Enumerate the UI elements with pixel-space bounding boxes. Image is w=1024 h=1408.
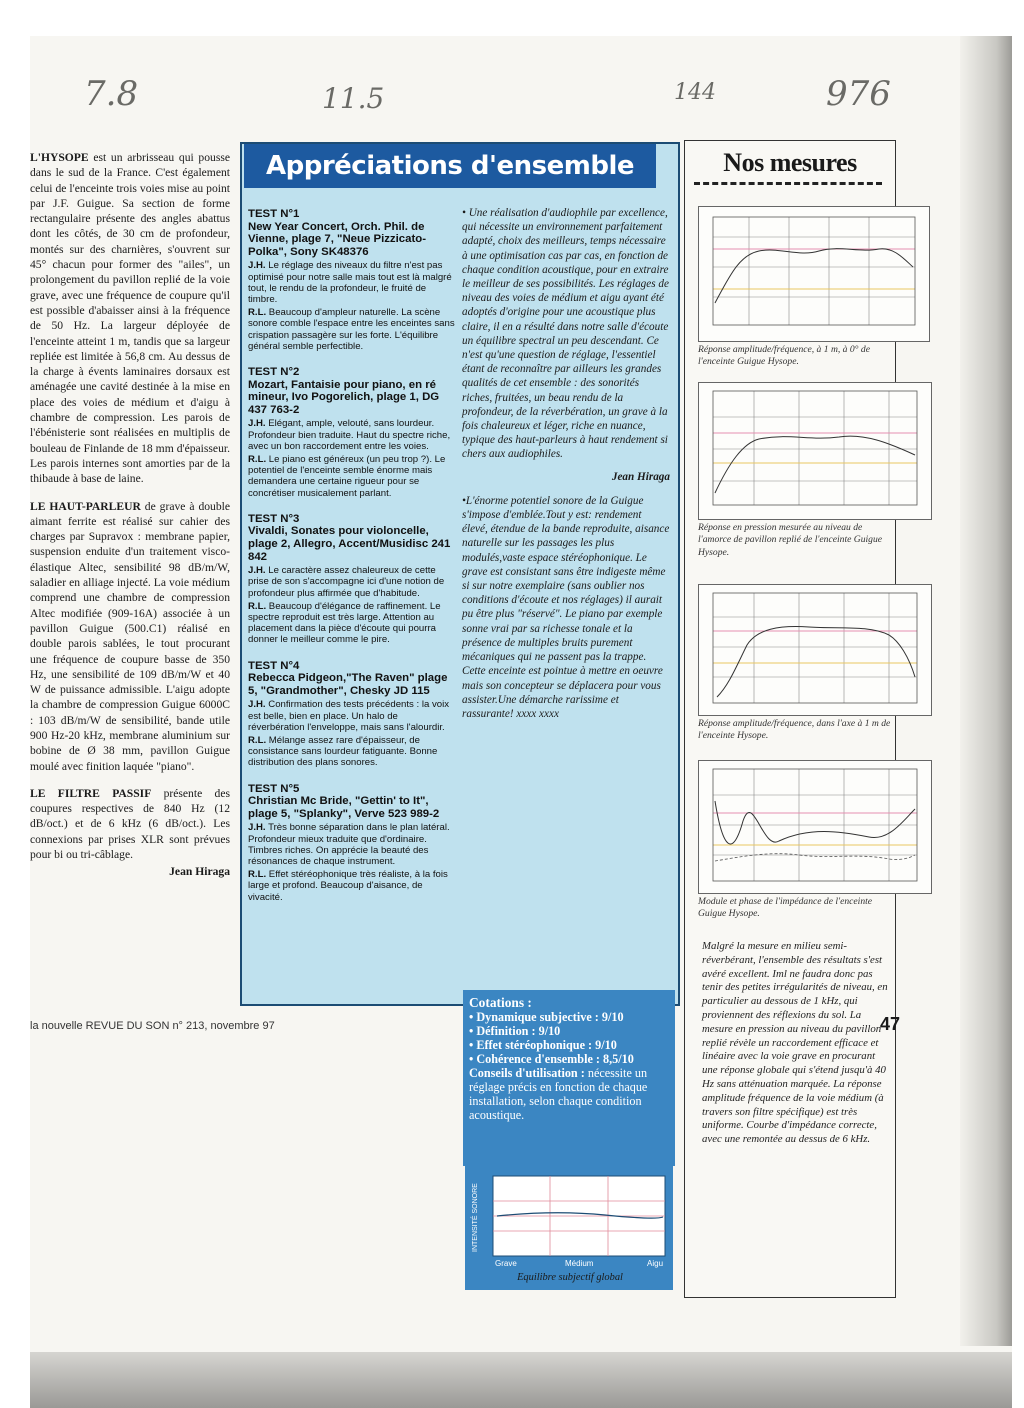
reviewer-initials: R.L. [248, 307, 267, 319]
reviewer-initials: R.L. [248, 734, 267, 746]
page-number: 47 [880, 1014, 901, 1034]
test-recording: Mozart, Fantaisie pour piano, en ré mineur, Ivo Pogorelich, plage 1, DG 437 763-2 [248, 378, 440, 416]
reviewer-initials: J.H. [248, 822, 266, 834]
review-paragraph-1: • Une réalisation d'audiophile par excellence, qui nécessite un environnement parfaitement adapté, choix des meilleurs, temps nécessaire à une optimisation cas par cas, en fonction de chaque condition acoustique, pour en extraire le meilleur de ses possibilités. Les réglages de niveau des voies de médium et aigu ayant été adoptés d'origine pour une acoustique plus claire, il en a résulté dans notre salle d'écoute un équilibre spectral un peu descendant. Ce n'est qu'une question de réglage, l'essentiel étant de reconnaître par ailleurs les grandes qualités de cet ensemble : des sonorités riches, fruitées, un beau rendu de la profondeur, de la réverbération, un grave à la fois chaleureux et léger, riche en nuance, typique des haut-parleurs à haut rendement si chers aux audiophiles. [462, 207, 669, 461]
reviewer-initials: J.H. [248, 699, 266, 711]
test-recording: New Year Concert, Orch. Phil. de Vienne, plage 7, "Neue Pizzicato-Polka", Sony SK48376 [248, 220, 427, 258]
handwritten-note-1: 7.8 [84, 74, 139, 114]
test-comment [248, 601, 456, 646]
lead-haut-parleur: LE HAUT-PARLEUR [30, 499, 141, 513]
measurement-graph-4 [698, 760, 932, 894]
comment-text: Beaucoup d'élégance de raffinement. Le spectre reproduit est très large. Attention au placement dans la pièce d'écoute qui pourra donner le meilleur comme le pire. [248, 600, 441, 646]
footer-publication: la nouvelle REVUE DU SON n° 213, novembre 97 [30, 1020, 275, 1032]
cotation-line: • Dynamique subjective : 9/10 [469, 1010, 624, 1024]
test-comment [248, 822, 456, 867]
test-heading: TEST N°4 [248, 659, 300, 672]
graph-1-svg [699, 207, 929, 341]
test-heading: TEST N°3 [248, 512, 300, 525]
conseils-lead: Conseils d'utilisation : [469, 1066, 585, 1080]
test-heading: TEST N°1 [248, 208, 300, 220]
review-paragraph-2: •L'énorme potentiel sonore de la Guigue s'impose d'emblée.Tout y est: rendement élevé, étendue de la bande reproduite, aisance naturelle sur les passages les plus modulés,vaste espace stéréophonique. Le grave est consistant sans être indigeste même si sur notre exemplaire (sans oublier nos conditions d'écoute et nos réglages) il aurait pu être plus "réservé". Le piano par exemple sonne vrai par sa richesse tonale et la présence de multiples bruits purement mécaniques qui ne passent pas la trappe. Cette enceinte est pointue à mettre en oeuvre mais son concepteur se déplacera pour vous assister.Une démarche rarissime et rassurante! xxxx xxxx [462, 494, 670, 720]
comment-text: Le piano est généreux (un peu trop ?). Le potentiel de l'enceinte semble énorme mais demandera une certaine rigueur pour se concrétiser musicalement parlant. [248, 453, 446, 499]
comment-text: Confirmation des tests précédents : la voix est belle, bien en place. Un halo de réverbération l'enveloppe, mais sans l'alourdir. [248, 699, 450, 733]
cotations-panel [463, 990, 675, 1166]
conseils-text: nécessite un réglage précis en fonction de chaque installation, selon chaque condition acoustique. [469, 1066, 648, 1122]
reviewer-initials: R.L. [248, 869, 267, 881]
reviewer-initials: J.H. [248, 565, 266, 577]
graph-2-caption: Réponse en pression mesurée au niveau de l'amorce de pavillon replié de l'enceinte Guigue Hysope. [698, 522, 883, 558]
reviewer-initials: J.H. [248, 260, 266, 272]
test-recording: Vivaldi, Sonates pour violoncelle, plage 2, Allegro, Accent/Musidisc 241 842 [248, 525, 451, 563]
text-hysope: est un arbrisseau qui pousse dans le sud de la France. C'est également celui de l'enceinte trois voies mise au point par J.F. Guigue. Sa section de forme rectangulaire présente des angles abattus dont les côtés, de 30 cm de profondeur, montés sur des charnières, s'ouvrent sur 45° chacun pour former des "ailes", un prolongement du pavillon replié de la voie grave, avec une fréquence de coupure qu'il est possible d'abaisser ainsi à la fréquence de 50 Hz. La largeur déployée de l'enceinte atteint 1 m, tandis que sa largeur repliée est limitée à 56,8 cm. Au dessus de la charge à évents laminaires dorsaux est aménagée une cavité destinée à la mise en place des voies de médium et d'aigu à chambre de compression. Les parois de l'ébénisterie sont réalisées en multiplis de bouleau de Finlande de 18 mm d'épaisseur. Les parois internes sont amorties par de la thibaude à base de laine. [30, 151, 230, 486]
test-comment [248, 418, 456, 452]
box-title: Appréciations d'ensemble [244, 144, 656, 188]
paragraph-haut-parleur [30, 499, 230, 774]
test-comment [248, 565, 456, 599]
test-heading: TEST N°2 [248, 366, 300, 378]
test-comment [248, 307, 456, 352]
review-column [462, 206, 670, 729]
graph-1-caption: Réponse amplitude/fréquence, à 1 m, à 0° de l'enceinte Guigue Hysope. [698, 344, 870, 368]
comment-text: Le caractère assez chaleureux de cette prise de son s'accompagne ici d'une notion de profondeur plus affirmée que d'habitude. [248, 565, 445, 599]
chart-caption: Equilibre subjectif global [517, 1272, 623, 1283]
test-recording: Rebecca Pidgeon,"The Raven" plage 5, "Grandmother", Chesky JD 115 [248, 672, 448, 697]
test-heading: TEST N°5 [248, 782, 300, 795]
text-filtre: présente des coupures respectives de 840 Hz (12 dB/oct.) et de 6 kHz (6 dB/oct.). Les connexions par prises XLR sont prévues pour bi ou tri-câblage. [30, 786, 230, 862]
mesures-title: Nos mesures [723, 148, 857, 177]
graph-3-svg [699, 585, 931, 715]
text-haut-parleur: de grave à double aimant ferrite est réalisé sur cahier des charges par Supravox : membrane papier, suspension enduite d'un traitement visco-élastique Altec, sensibilité 98 dB/m/W, saladier en alliage injecté. La voie médium comprend une chambre de compression Altec modifiée (909-16A) associée à un pavillon Guigue (500.C1) réalisé en double parois sablées, le tout procurant une fréquence de coupure basse de 350 Hz, une sensibilité de 109 dB/m/W et 40 W de puissance admissible. L'aigu adopte la chambre de compression Guigue 6000C : 103 dB/m/W de sensibilité, bande utile 900 Hz-20 kHz, membrane aluminium sur bobine de Ø 38 mm, pavillon Guigue moulé avec finition laquée "piano". [30, 499, 230, 773]
cotations-title: Cotations : [469, 995, 532, 1010]
graph-4-svg [699, 761, 931, 893]
graph-4-caption: Module et phase de l'impédance de l'enceinte Guigue Hysope. [698, 896, 873, 920]
paragraph-hysope [30, 150, 230, 487]
test-recording: Christian Mc Bride, "Gettin' to It", plage 5, "Splanky", Verve 523 989-2 [248, 795, 440, 820]
test-comment [248, 454, 456, 499]
measurement-graph-3 [698, 584, 932, 716]
conseils [469, 1066, 669, 1122]
test-comment [248, 869, 456, 903]
review-signature: Jean Hiraga [611, 470, 670, 483]
tests-list [248, 208, 456, 903]
cotation-line: • Définition : 9/10 [469, 1024, 561, 1038]
comment-text: Très bonne séparation dans le plan latéral. Profondeur mieux traduite que d'ordinaire. Timbres riches. On apprécie la beauté des résonances de chaque instrument. [248, 822, 450, 867]
comment-text: Effet stéréophonique très réaliste, à la fois large et profond. Beaucoup d'aisance, de vivacité. [248, 869, 448, 903]
lead-filtre: LE FILTRE PASSIF [30, 786, 152, 800]
author-signature: Jean Hiraga [169, 865, 230, 879]
reviewer-initials: R.L. [248, 600, 267, 612]
left-article-column [30, 150, 230, 880]
chart-xlabel-medium: Médium [565, 1259, 594, 1268]
paragraph-filtre [30, 786, 230, 862]
cotation-line: • Cohérence d'ensemble : 8,5/10 [469, 1052, 634, 1066]
comment-text: Mélange assez rare d'épaisseur, de consistance sans lourdeur fatiguante. Bonne distribution des plans sonores. [248, 734, 438, 769]
chart-xlabel-aigu: Aigu [647, 1259, 664, 1268]
chart-ylabel: INTENSITÉ SONORE [472, 1183, 479, 1252]
handwritten-note-3: 144 [674, 80, 716, 105]
cotation-line: • Effet stéréophonique : 9/10 [469, 1038, 617, 1052]
dashed-rule [694, 182, 882, 185]
handwritten-note-2: 11.5 [322, 82, 385, 115]
measurement-graph-1 [698, 206, 930, 342]
lead-hysope: L'HYSOPE [30, 151, 89, 164]
chart-xlabel-grave: Grave [495, 1259, 517, 1268]
page-edge-shadow [960, 36, 1012, 1346]
test-comment [248, 735, 456, 769]
test-comment [248, 260, 456, 305]
comment-text: Le réglage des niveaux du filtre n'est pas optimisé pour notre salle mais tout est là malgré tout, le rendu de la profondeur, le fruité de timbre. [248, 260, 452, 305]
measurement-graph-2 [698, 382, 932, 520]
comment-text: Beaucoup d'ampleur naturelle. La scène sonore comble l'espace entre les enceintes sans crispation passagère sur les forte. L'équilibre général semble perfectible. [248, 307, 455, 352]
reviewer-initials: J.H. [248, 418, 266, 430]
tests-column [248, 208, 456, 903]
test-comment [248, 699, 456, 733]
graph-2-svg [699, 383, 931, 519]
reviewer-initials: R.L. [248, 453, 267, 465]
handwritten-note-4: 976 [826, 74, 891, 114]
mesures-text: Malgré la mesure en milieu semi-réverbérant, l'ensemble des résultats s'est avéré excellent. Iml ne faudra donc pas tenir des petites irrégularités de niveau, en particulier au dessous de 1 kHz, qui proviennent des réflexions du sol. La mesure en pression au niveau du pavillon replié révèle un raccordement efficace et linéaire avec la voie grave en procurant une réponse globale qui s'étend jusqu'à 40 Hz sans atténuation marquée. La réponse amplitude fréquence de la voie médium (à travers son filtre spécifique) est très uniforme. Courbe d'impédance correcte, avec une remontée au dessus de 6 kHz. [702, 940, 888, 1146]
comment-text: Elégant, ample, velouté, sans lourdeur. Profondeur bien traduite. Haut du spectre riche, avec un bon raccordement entre les voies. [248, 418, 451, 452]
bottom-shadow [30, 1352, 1012, 1408]
graph-3-caption: Réponse amplitude/fréquence, dans l'axe à 1 m de l'enceinte Hysope. [698, 718, 891, 742]
